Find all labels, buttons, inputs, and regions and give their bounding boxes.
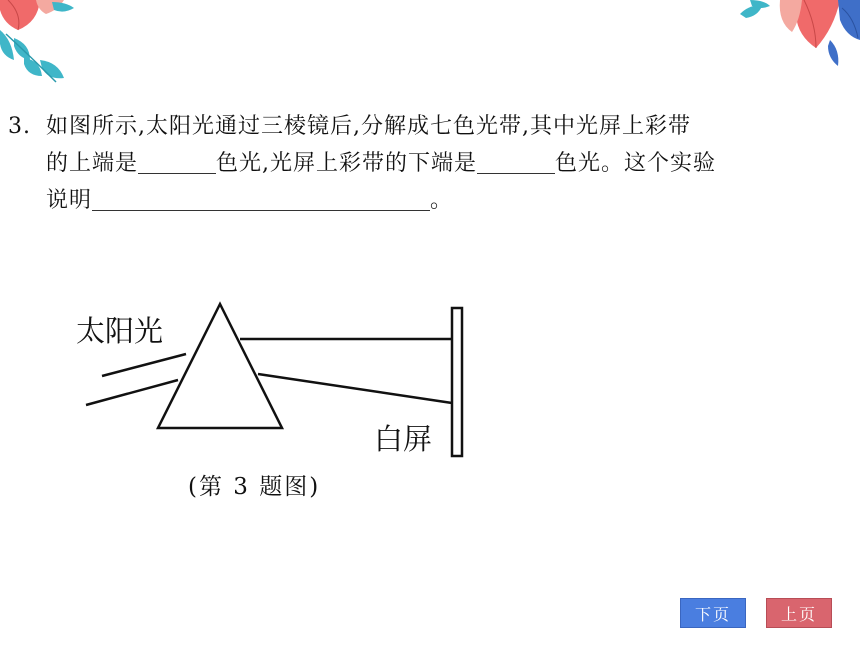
question-3 — [8, 108, 828, 219]
question-text-line-2a: 的上端是 — [46, 151, 139, 176]
question-line-3 — [8, 182, 828, 219]
answer-blank-conclusion[interactable] — [92, 188, 430, 211]
leaf-decoration-top-right — [730, 0, 860, 70]
question-text-line-2c: 色光。这个实验 — [555, 151, 717, 176]
sun-ray-lower — [86, 380, 178, 405]
answer-blank-bottom-color[interactable] — [477, 151, 555, 174]
question-text-line-2b: 色光,光屏上彩带的下端是 — [216, 151, 478, 176]
question-text-line-1: 如图所示,太阳光通过三棱镜后,分解成七色光带,其中光屏上彩带 — [46, 114, 691, 139]
previous-page-button[interactable]: 上页 — [766, 598, 832, 628]
question-line-2 — [8, 145, 828, 182]
figure-caption: (第 3 题图) — [188, 474, 321, 500]
leaf-decoration-top-left — [0, 0, 90, 95]
question-line-1 — [8, 108, 828, 145]
question-text-line-3-end: 。 — [430, 188, 454, 213]
sun-ray-upper — [102, 354, 186, 376]
question-number: 3. — [8, 114, 31, 139]
next-page-button[interactable]: 下页 — [680, 598, 746, 628]
prism-diagram — [60, 290, 480, 465]
label-sunlight: 太阳光 — [76, 316, 164, 348]
prism-triangle — [158, 304, 282, 428]
white-screen — [452, 308, 462, 456]
answer-blank-top-color[interactable] — [138, 151, 216, 174]
label-screen: 白屏 — [374, 424, 433, 456]
question-text-line-3a: 说明 — [46, 188, 93, 213]
dispersed-ray-bottom — [258, 374, 452, 403]
